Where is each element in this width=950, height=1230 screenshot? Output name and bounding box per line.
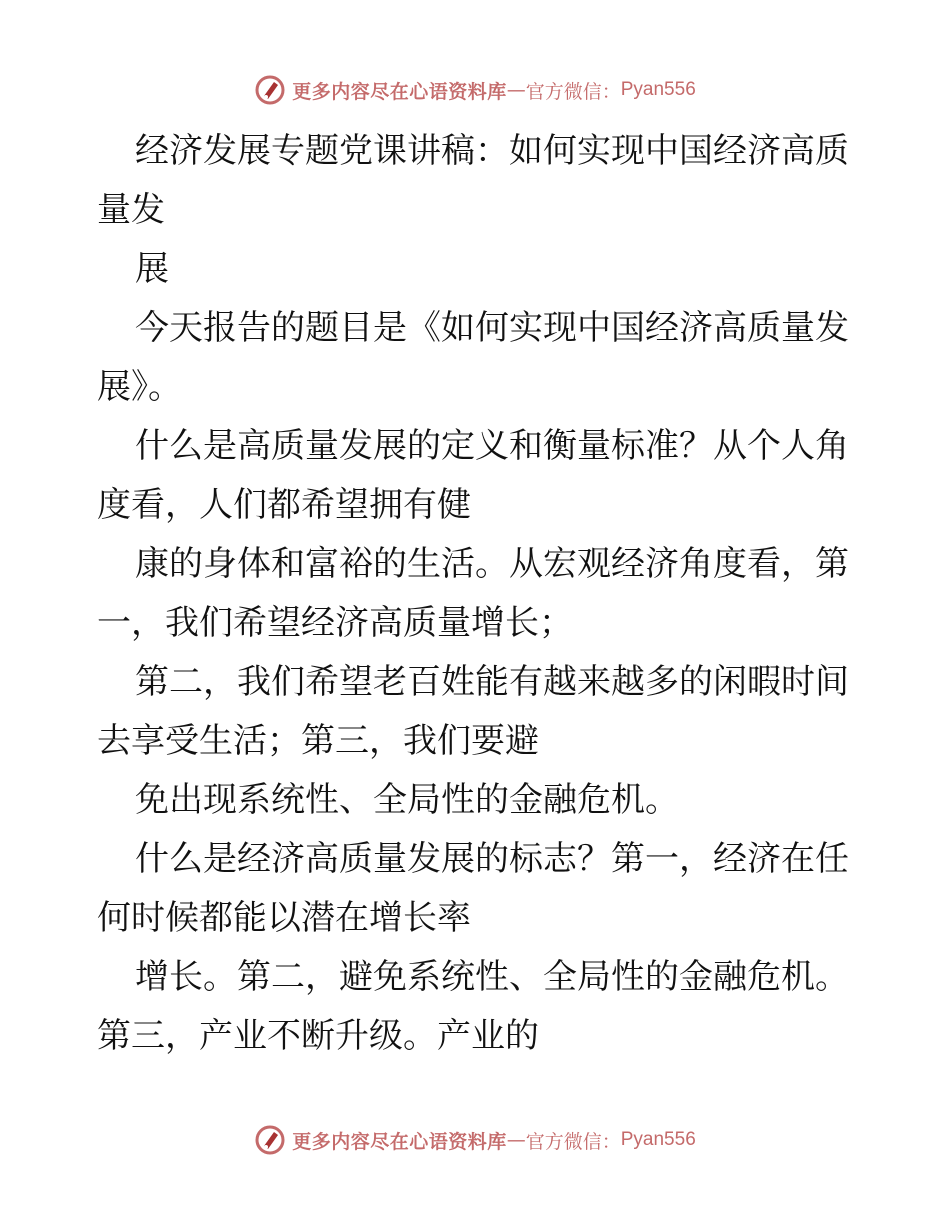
- document-body: [97, 122, 857, 1066]
- footer-wechat-id: Pyan556: [620, 1129, 696, 1150]
- footer-brand-text: 更多内容尽在心语资料库: [292, 1130, 507, 1153]
- paragraph: 什么是经济高质量发展的标志？第一，经济在任何时候都能以潜在增长率: [97, 839, 849, 938]
- footer-watermark: [0, 1120, 950, 1160]
- paragraph: 免出现系统性、全局性的金融危机。: [135, 780, 679, 820]
- paragraph-title-cont: 展: [135, 249, 169, 289]
- header-brand-text: 更多内容尽在心语资料库: [292, 80, 507, 103]
- paragraph: 今天报告的题目是《如何实现中国经济高质量发展》。: [97, 308, 849, 407]
- header-dash: —: [506, 79, 526, 101]
- header-watermark: [0, 70, 950, 110]
- header-official-label: 官方微信：: [525, 80, 621, 103]
- footer-official-label: 官方微信：: [525, 1130, 621, 1153]
- paragraph: 第二，我们希望老百姓能有越来越多的闲暇时间去享受生活；第三，我们要避: [97, 662, 849, 761]
- paragraph-title: 经济发展专题党课讲稿：如何实现中国经济高质量发: [97, 131, 849, 230]
- paragraph: 什么是高质量发展的定义和衡量标准？从个人角度看，人们都希望拥有健: [97, 426, 849, 525]
- paragraph: 康的身体和富裕的生活。从宏观经济角度看，第一，我们希望经济高质量增长；: [97, 544, 849, 643]
- header-wechat-id: Pyan556: [620, 79, 696, 100]
- footer-dash: —: [506, 1129, 526, 1151]
- pen-nib-circle-icon: [254, 74, 286, 106]
- pen-nib-circle-icon: [254, 1124, 286, 1156]
- paragraph: 增长。第二，避免系统性、全局性的金融危机。第三，产业不断升级。产业的: [97, 957, 849, 1056]
